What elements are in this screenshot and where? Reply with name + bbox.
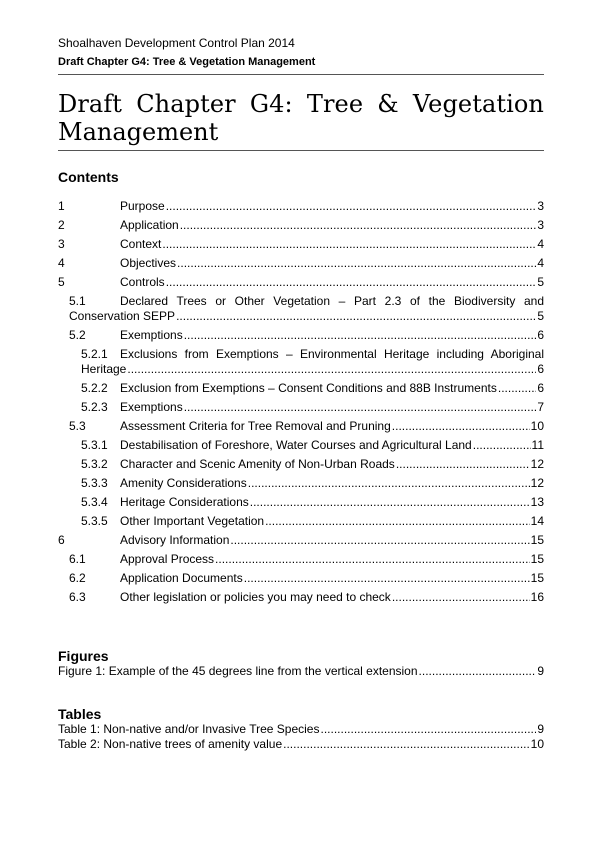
page-number: 12 [530,457,544,471]
toc-number: 6.2 [69,571,86,585]
toc-item[interactable] [58,381,544,397]
toc-item[interactable] [58,199,544,215]
entry-text: Other legislation or policies you may need to check [120,590,391,604]
toc-entry[interactable] [120,237,544,251]
entry-text: Character and Scenic Amenity of Non-Urban Roads [120,457,395,471]
title-divider [58,150,544,151]
page-number: 3 [537,199,544,213]
dot-leader [166,275,537,289]
entry-text: Exemptions [120,400,183,414]
page-number: 14 [530,514,544,528]
page-number: 10 [530,737,544,751]
entry-text: Heritage Considerations [120,495,249,509]
page-number: 16 [530,590,544,604]
page-number: 9 [537,722,544,736]
toc-entry[interactable] [120,495,544,509]
toc-item[interactable] [58,256,544,272]
page-number: 15 [530,533,544,547]
dot-leader [498,381,536,395]
entry-text: Figure 1: Example of the 45 degrees line from the vertical extension [58,664,418,678]
entry-text: Other Important Vegetation [120,514,265,528]
page-number: 10 [530,419,544,433]
toc-number: 5.2.1 [81,347,108,361]
list-item[interactable] [58,737,544,753]
toc-item[interactable] [58,328,544,344]
tables-heading: Tables [58,706,102,722]
toc-entry[interactable] [120,533,544,547]
toc-item[interactable] [58,347,544,378]
toc-item[interactable] [58,218,544,234]
list-item[interactable] [58,664,544,680]
dot-leader [230,533,529,547]
list-entry[interactable] [58,737,544,751]
toc-entry[interactable] [120,275,544,289]
entry-text: Purpose [120,199,165,213]
toc-number: 5.3.1 [81,438,108,452]
toc-item[interactable] [58,590,544,606]
toc-item[interactable] [58,476,544,492]
entry-text: Controls [120,275,165,289]
entry-text: Amenity Considerations [120,476,247,490]
page-number: 9 [537,664,544,678]
dot-leader [127,362,536,376]
toc-entry[interactable] [120,457,544,471]
toc-entry[interactable] [120,438,544,452]
toc-text-line-1: Exclusions from Exemptions – Environmental Heritage including Aboriginal [120,347,544,361]
entry-text: Context [120,237,162,251]
page-number: 15 [530,552,544,566]
toc-entry[interactable] [120,590,544,604]
toc-item[interactable] [58,533,544,549]
dot-leader [283,737,530,751]
toc-entry[interactable] [120,419,544,433]
entry-text: Objectives [120,256,177,270]
figures-heading: Figures [58,648,109,664]
dot-leader [166,199,537,213]
toc-item[interactable] [58,457,544,473]
dot-leader [184,328,537,342]
document-title: Shoalhaven Development Control Plan 2014 [58,36,295,50]
toc-number: 5.3.3 [81,476,108,490]
toc-item[interactable] [58,294,544,325]
toc-item[interactable] [58,571,544,587]
page-number: 6 [537,381,544,395]
toc-entry[interactable] [120,514,544,528]
entry-text: Assessment Criteria for Tree Removal and Pruning [120,419,391,433]
dot-leader [265,514,530,528]
toc-entry[interactable] [120,476,544,490]
toc-item[interactable] [58,400,544,416]
toc-entry[interactable] [120,400,544,414]
toc-entry[interactable] [120,328,544,342]
dot-leader [162,237,536,251]
dot-leader [320,722,536,736]
list-entry[interactable] [58,664,544,678]
toc-number: 5.3.4 [81,495,108,509]
page-number: 12 [530,476,544,490]
page-number: 13 [530,495,544,509]
entry-text: Table 2: Non-native trees of amenity value [58,737,283,751]
toc-item[interactable] [58,237,544,253]
toc-entry[interactable] [120,381,544,395]
contents-heading: Contents [58,169,119,185]
dot-leader [176,309,536,323]
toc-entry[interactable] [69,309,544,323]
list-entry[interactable] [58,722,544,736]
dot-leader [215,552,530,566]
dot-leader [248,476,530,490]
toc-entry[interactable] [81,362,544,376]
dot-leader [419,664,537,678]
toc-number: 5.2.3 [81,400,108,414]
entry-text: Exclusion from Exemptions – Consent Conditions and 88B Instruments [120,381,497,395]
toc-entry[interactable] [120,218,544,232]
toc-text-line-1: Declared Trees or Other Vegetation – Part 2.3 of the Biodiversity and [120,294,544,308]
page-number: 5 [537,309,544,323]
dot-leader [180,218,537,232]
entry-text: Application [120,218,179,232]
toc-number: 6.3 [69,590,86,604]
page-number: 4 [537,256,544,270]
toc-item[interactable] [58,514,544,530]
toc-number: 3 [58,237,65,251]
toc-item[interactable] [58,438,544,454]
page-number: 6 [537,328,544,342]
toc-number: 6.1 [69,552,86,566]
entry-text: Approval Process [120,552,215,566]
toc-number: 5.3.5 [81,514,108,528]
toc-entry[interactable] [120,552,544,566]
chapter-header: Draft Chapter G4: Tree & Vegetation Management [58,56,316,68]
dot-leader [184,400,537,414]
chapter-title-line-1: Draft Chapter G4: Tree & Vegetation [58,90,544,118]
dot-leader [473,438,531,452]
entry-text: Application Documents [120,571,243,585]
page-number: 3 [537,218,544,232]
entry-text: Advisory Information [120,533,230,547]
entry-text: Conservation SEPP [69,309,176,323]
toc-entry[interactable] [120,571,544,585]
page-number: 5 [537,275,544,289]
toc-number: 5.3.2 [81,457,108,471]
toc-entry[interactable] [120,199,544,213]
page-number: 6 [537,362,544,376]
dot-leader [396,457,530,471]
toc-number: 2 [58,218,65,232]
toc-number: 5.3 [69,419,86,433]
toc-number: 6 [58,533,65,547]
dot-leader [244,571,530,585]
entry-text: Heritage [81,362,127,376]
header-divider [58,74,544,75]
page-number: 15 [530,571,544,585]
dot-leader [392,590,530,604]
toc-number: 5.1 [69,294,86,308]
toc-item[interactable] [58,419,544,435]
chapter-title-line-2: Management [58,118,219,146]
page-number: 4 [537,237,544,251]
entry-text: Table 1: Non-native and/or Invasive Tree Species [58,722,320,736]
toc-number: 4 [58,256,65,270]
page-number: 7 [537,400,544,414]
dot-leader [392,419,530,433]
toc-number: 5 [58,275,65,289]
entry-text: Exemptions [120,328,183,342]
dot-leader [177,256,536,270]
list-item[interactable] [58,722,544,738]
toc-number: 5.2 [69,328,86,342]
toc-item[interactable] [58,495,544,511]
page-number: 11 [531,438,544,452]
toc-item[interactable] [58,275,544,291]
toc-item[interactable] [58,552,544,568]
toc-number: 5.2.2 [81,381,108,395]
toc-number: 1 [58,199,65,213]
entry-text: Destabilisation of Foreshore, Water Courses and Agricultural Land [120,438,472,452]
toc-entry[interactable] [120,256,544,270]
dot-leader [250,495,530,509]
